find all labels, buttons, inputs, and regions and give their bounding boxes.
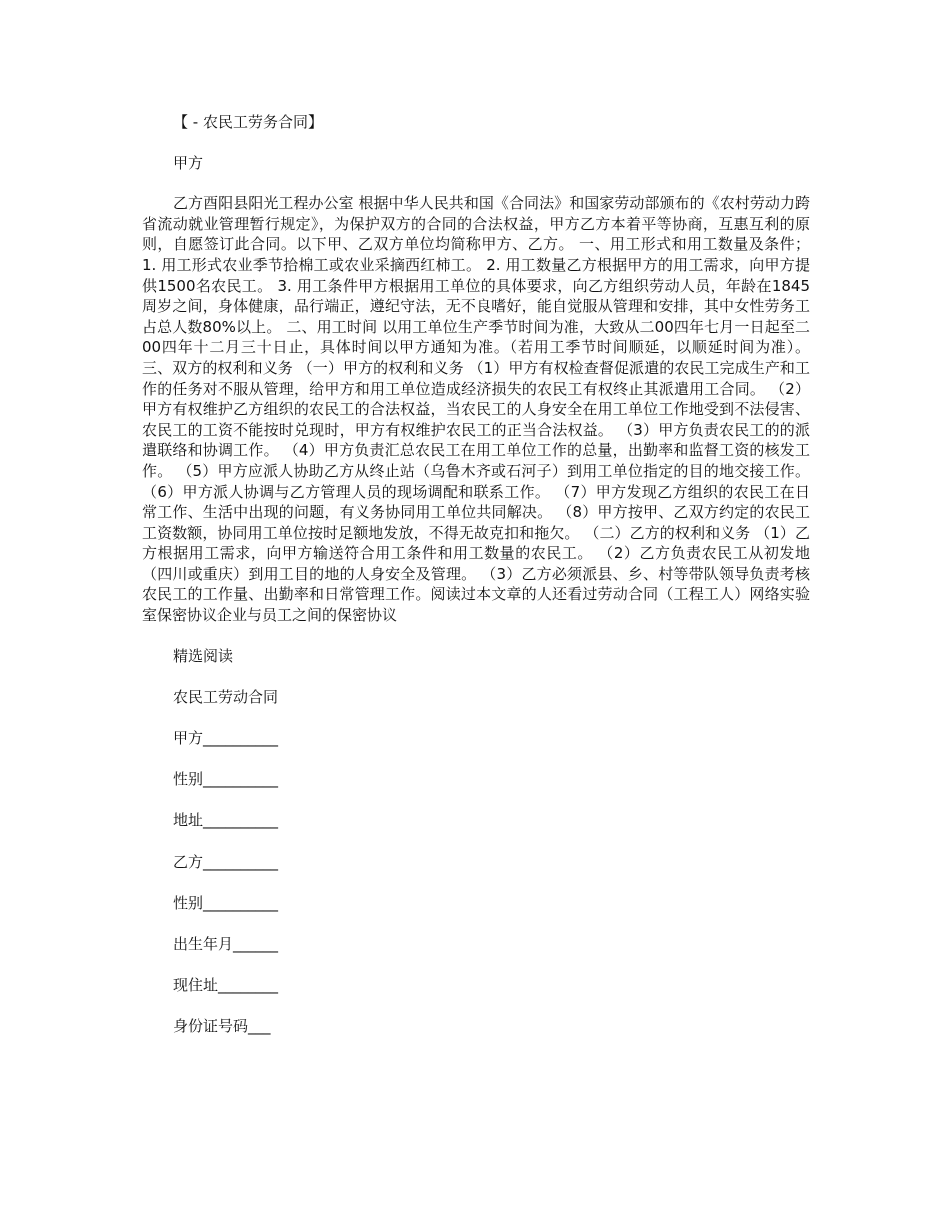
field-gender-a: 性别__________ bbox=[173, 770, 279, 789]
featured-reading-heading: 精选阅读 bbox=[173, 646, 234, 665]
field-birth-date: 出生年月______ bbox=[173, 934, 279, 953]
field-address: 地址__________ bbox=[173, 811, 279, 830]
field-gender-b: 性别__________ bbox=[173, 893, 279, 912]
field-id-number: 身份证号码___ bbox=[173, 1017, 271, 1036]
field-party-b: 乙方__________ bbox=[173, 852, 279, 871]
field-current-address: 现住址________ bbox=[173, 976, 279, 995]
party-a-heading: 甲方 bbox=[173, 153, 204, 172]
contract-title: 农民工劳动合同 bbox=[173, 687, 279, 706]
document-title: 【 - 农民工劳务合同】 bbox=[173, 113, 323, 131]
document-page bbox=[142, 112, 810, 1058]
contract-body-paragraph: 乙方酉阳县阳光工程办公室 根据中华人民共和国《合同法》和国家劳动部颁布的《农村劳动力跨省流动就业管理暂行规定》，为保护双方的合同的合法权益，甲方乙方本着平等协商，互惠互利的原则，自愿签订此合同。以下甲、乙双方单位均简称甲方、乙方。 一、用工形式和用工数量及条件； 1. 用工形式农业季节拾棉工或农业采摘西红柿工。 2. 用工数量乙方根据甲方的用工需求，向甲方提供1500名农民工。 3. 用工条件甲方根据用工单位的具体要求，向乙方组织劳动人员，年龄在1845周岁之间，身体健康，品行端正，遵纪守法，无不良嗜好，能自觉服从管理和安排，其中女性劳务工占总人数80%以上。 二、用工时间 以用工单位生产季节时间为准，大致从二00四年七月一日起至二00四年十二月三十日止，具体时间以甲方通知为准。（若用工季节时间顺延，以顺延时间为准）。 三、双方的权利和义务 （一）甲方的权利和义务 （1）甲方有权检查督促派遣的农民工完成生产和工作的任务对不服从管理，给甲方和用工单位造成经济损失的农民工有权终止其派遣用工合同。 （2）甲方有权维护乙方组织的农民工的合法权益，当农民工的人身安全在用工单位工作地受到不法侵害、农民工的工资不能按时兑现时，甲方有权维护农民工的正当合法权益。 （3）甲方负责农民工的的派遣联络和协调工作。 （4）甲方负责汇总农民工在用工单位工作的总量，出勤率和监督工资的核发工作。 （5）甲方应派人协助乙方从终止站（乌鲁木齐或石河子）到用工单位指定的目的地交接工作。 （6）甲方派人协调与乙方管理人员的现场调配和联系工作。 （7）甲方发现乙方组织的农民工在日常工作、生活中出现的问题，有义务协同用工单位共同解决。 （8）甲方按甲、乙双方约定的农民工工资数额，协同用工单位按时足额地发放，不得无故克扣和拖欠。 （二）乙方的权利和义务 （1）乙方根据用工需求，向甲方输送符合用工条件和用工数量的农民工。 （2）乙方负责农民工从初发地（四川或重庆）到用工目的地的人身安全及管理。 （3）乙方必须派县、乡、村等带队领导负责考核农民工的工作量、出勤率和日常管理工作。阅读过本文章的人还看过劳动合同（工程工人）网络实验室保密协议企业与员工之间的保密协议 bbox=[142, 194, 810, 625]
field-party-a: 甲方__________ bbox=[173, 729, 279, 748]
